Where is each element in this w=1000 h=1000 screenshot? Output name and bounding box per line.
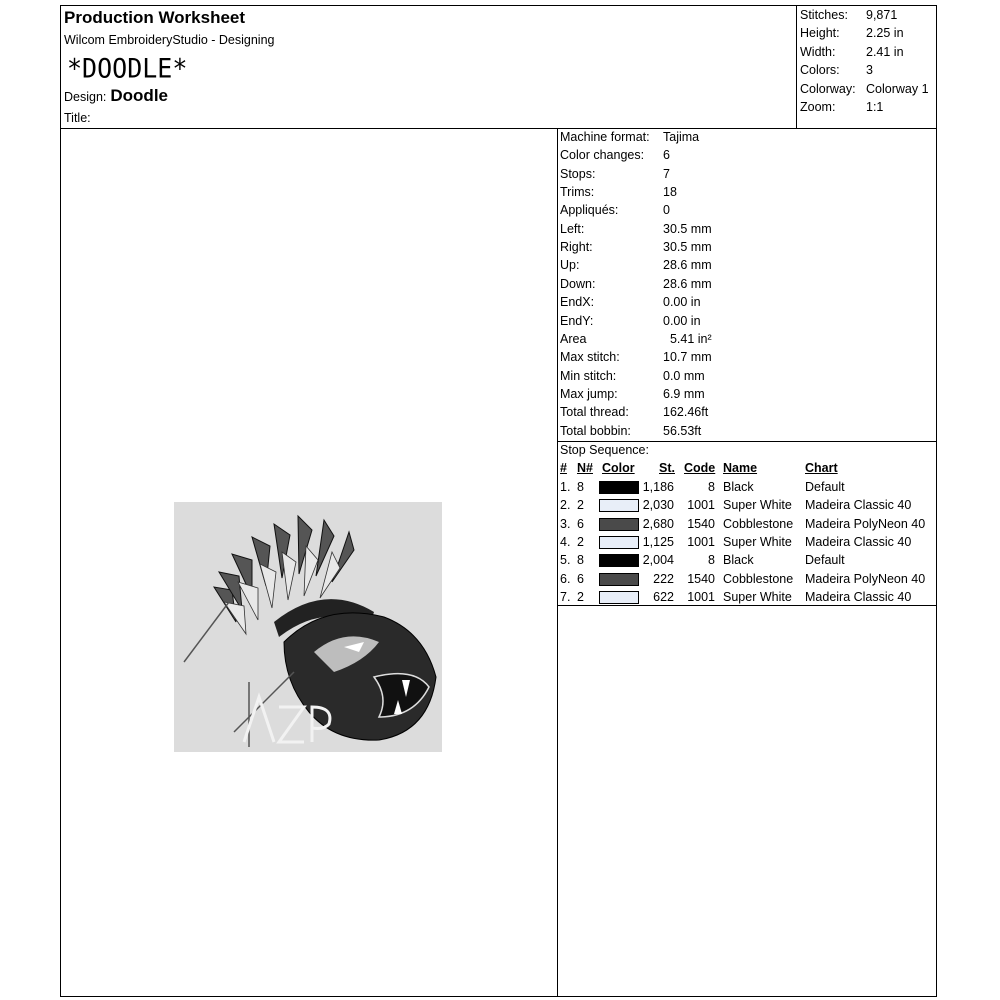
- cell-num: 1.: [560, 480, 571, 494]
- col-header-code: Code: [684, 461, 716, 475]
- stat-row: [560, 203, 670, 217]
- stat-key: Left:: [560, 221, 585, 236]
- cell-name: Super White: [723, 498, 792, 513]
- cell-name: Super White: [723, 534, 792, 549]
- table-row: [558, 571, 936, 589]
- stat-row: [560, 332, 712, 346]
- cell-n: 2: [577, 498, 584, 513]
- cell-chart: Madeira Classic 40: [805, 534, 912, 549]
- stat-row: [560, 167, 670, 181]
- table-row: [558, 479, 936, 497]
- col-header-st: St.: [659, 461, 675, 475]
- summary-value: 2.41 in: [866, 44, 904, 59]
- col-header-color: Color: [602, 461, 635, 475]
- cell-chart: Madeira Classic 40: [805, 498, 912, 513]
- cell-name: Cobblestone: [723, 571, 794, 586]
- lion-headdress-embroidery-icon: [174, 502, 442, 752]
- stat-key: Stops:: [560, 166, 596, 181]
- stat-row: [560, 258, 712, 272]
- cell-code: 1540: [687, 516, 715, 531]
- stat-key: Total thread:: [560, 405, 629, 420]
- summary-value: 3: [866, 63, 873, 78]
- color-swatch: [599, 536, 639, 549]
- cell-chart: Madeira Classic 40: [805, 589, 912, 604]
- color-swatch: [599, 499, 639, 512]
- software-name: Wilcom EmbroideryStudio - Designing: [64, 33, 275, 47]
- stat-row: [560, 387, 705, 401]
- table-row: [558, 534, 936, 552]
- cell-st: 2,004: [642, 553, 674, 568]
- cell-n: 8: [577, 480, 584, 494]
- stat-value: Tajima: [663, 130, 700, 144]
- stat-value: 6.9 mm: [663, 386, 705, 401]
- summary-value: Colorway 1: [866, 81, 929, 96]
- table-row: [558, 552, 936, 570]
- cell-num: 2.: [560, 498, 571, 513]
- stat-row: [560, 185, 677, 199]
- stat-value: 0.00 in: [663, 295, 701, 310]
- title-label: Title:: [64, 111, 91, 125]
- cell-name: Super White: [723, 589, 792, 604]
- stat-key: Max jump:: [560, 386, 618, 401]
- cell-code: 8: [708, 480, 715, 494]
- stat-row: [560, 424, 701, 438]
- col-header-num: #: [560, 461, 567, 475]
- cell-st: 622: [653, 589, 674, 604]
- color-swatch: [599, 554, 639, 567]
- cell-chart: Madeira PolyNeon 40: [805, 571, 926, 586]
- col-header-chart: Chart: [805, 461, 838, 475]
- stop-sequence-title: Stop Sequence:: [560, 443, 649, 457]
- summary-row: [800, 8, 897, 22]
- stat-value: 28.6 mm: [663, 258, 712, 273]
- stat-key: Total bobbin:: [560, 423, 631, 438]
- design-preview: [174, 502, 442, 752]
- cell-n: 6: [577, 571, 584, 586]
- stat-value: 56.53ft: [663, 423, 702, 438]
- summary-row: [800, 82, 929, 96]
- cell-name: Black: [723, 553, 754, 568]
- stat-row: [560, 314, 701, 328]
- cell-n: 2: [577, 589, 584, 604]
- stat-row: [560, 369, 705, 383]
- stat-key: Machine format:: [560, 130, 650, 144]
- stat-value: 30.5 mm: [663, 240, 712, 255]
- stat-row: [560, 277, 712, 291]
- stat-row: [560, 130, 699, 144]
- color-swatch: [599, 481, 639, 494]
- stat-value: 18: [663, 185, 677, 200]
- stat-key: Down:: [560, 276, 596, 291]
- cell-n: 6: [577, 516, 584, 531]
- cell-chart: Default: [805, 553, 845, 568]
- cell-st: 2,030: [642, 498, 674, 513]
- stat-key: Trims:: [560, 185, 595, 200]
- summary-key: Zoom:: [800, 100, 836, 114]
- stat-key: EndX:: [560, 295, 595, 310]
- divider: [558, 441, 936, 442]
- col-header-n: N#: [577, 461, 593, 475]
- stat-value: 0.0 mm: [663, 368, 705, 383]
- stat-key: Up:: [560, 258, 580, 273]
- cell-name: Black: [723, 480, 754, 494]
- cell-n: 8: [577, 553, 584, 568]
- worksheet-title: Production Worksheet: [64, 8, 246, 27]
- stat-key: Min stitch:: [560, 368, 617, 383]
- summary-key: Colors:: [800, 63, 840, 78]
- design-value: Doodle: [110, 86, 168, 105]
- stat-key: Color changes:: [560, 148, 645, 163]
- color-swatch: [599, 591, 639, 604]
- design-preview-panel: [61, 129, 558, 996]
- stat-value: 10.7 mm: [663, 350, 712, 365]
- color-swatch: [599, 573, 639, 586]
- cell-chart: Madeira PolyNeon 40: [805, 516, 926, 531]
- summary-key: Width:: [800, 44, 836, 59]
- cell-st: 1,125: [642, 534, 674, 549]
- col-header-name: Name: [723, 461, 758, 475]
- summary-key: Colorway:: [800, 81, 856, 96]
- stat-value: 0: [663, 203, 670, 218]
- stat-key: Appliqués:: [560, 203, 619, 218]
- summary-row: [800, 45, 904, 59]
- summary-key: Stitches:: [800, 8, 848, 22]
- stat-row: [560, 222, 712, 236]
- cell-chart: Default: [805, 480, 845, 494]
- design-font-text: *DOODLE*: [67, 53, 188, 84]
- cell-n: 2: [577, 534, 584, 549]
- stat-value: 7: [663, 166, 670, 181]
- cell-num: 4.: [560, 534, 571, 549]
- stat-key: Area: [560, 331, 587, 346]
- design-summary: [797, 6, 936, 128]
- design-row: [64, 86, 168, 106]
- stat-value: 162.46ft: [663, 405, 709, 420]
- cell-code: 8: [708, 553, 715, 568]
- cell-name: Cobblestone: [723, 516, 794, 531]
- cell-code: 1001: [687, 589, 715, 604]
- stat-value: 30.5 mm: [663, 221, 712, 236]
- cell-st: 1,186: [642, 480, 674, 494]
- cell-num: 3.: [560, 516, 571, 531]
- stat-key: EndY:: [560, 313, 594, 328]
- summary-value: 2.25 in: [866, 26, 904, 41]
- summary-value: 1:1: [866, 100, 884, 114]
- table-row: [558, 516, 936, 534]
- summary-key: Height:: [800, 26, 840, 41]
- production-worksheet: [60, 5, 937, 997]
- cell-num: 7.: [560, 589, 571, 604]
- stat-row: [560, 295, 701, 309]
- stat-value: 0.00 in: [663, 313, 701, 328]
- stat-row: [560, 405, 708, 419]
- table-row: [558, 497, 936, 515]
- summary-row: [800, 63, 873, 77]
- stat-value: 5.41 in²: [663, 331, 712, 346]
- stat-value: 6: [663, 148, 670, 163]
- stat-key: Right:: [560, 240, 593, 255]
- summary-row: [800, 100, 883, 114]
- stat-row: [560, 350, 712, 364]
- cell-code: 1001: [687, 498, 715, 513]
- worksheet-header: [61, 6, 936, 129]
- cell-code: 1540: [687, 571, 715, 586]
- cell-st: 222: [653, 571, 674, 586]
- summary-row: [800, 26, 904, 40]
- color-swatch: [599, 518, 639, 531]
- header-left: [61, 6, 797, 128]
- cell-num: 6.: [560, 571, 571, 586]
- cell-num: 5.: [560, 553, 571, 568]
- stat-key: Max stitch:: [560, 350, 620, 365]
- cell-code: 1001: [687, 534, 715, 549]
- divider: [558, 605, 936, 606]
- design-label: Design:: [64, 90, 107, 104]
- cell-st: 2,680: [642, 516, 674, 531]
- stat-row: [560, 240, 712, 254]
- stat-row: [560, 148, 670, 162]
- summary-value: 9,871: [866, 8, 898, 22]
- stat-value: 28.6 mm: [663, 276, 712, 291]
